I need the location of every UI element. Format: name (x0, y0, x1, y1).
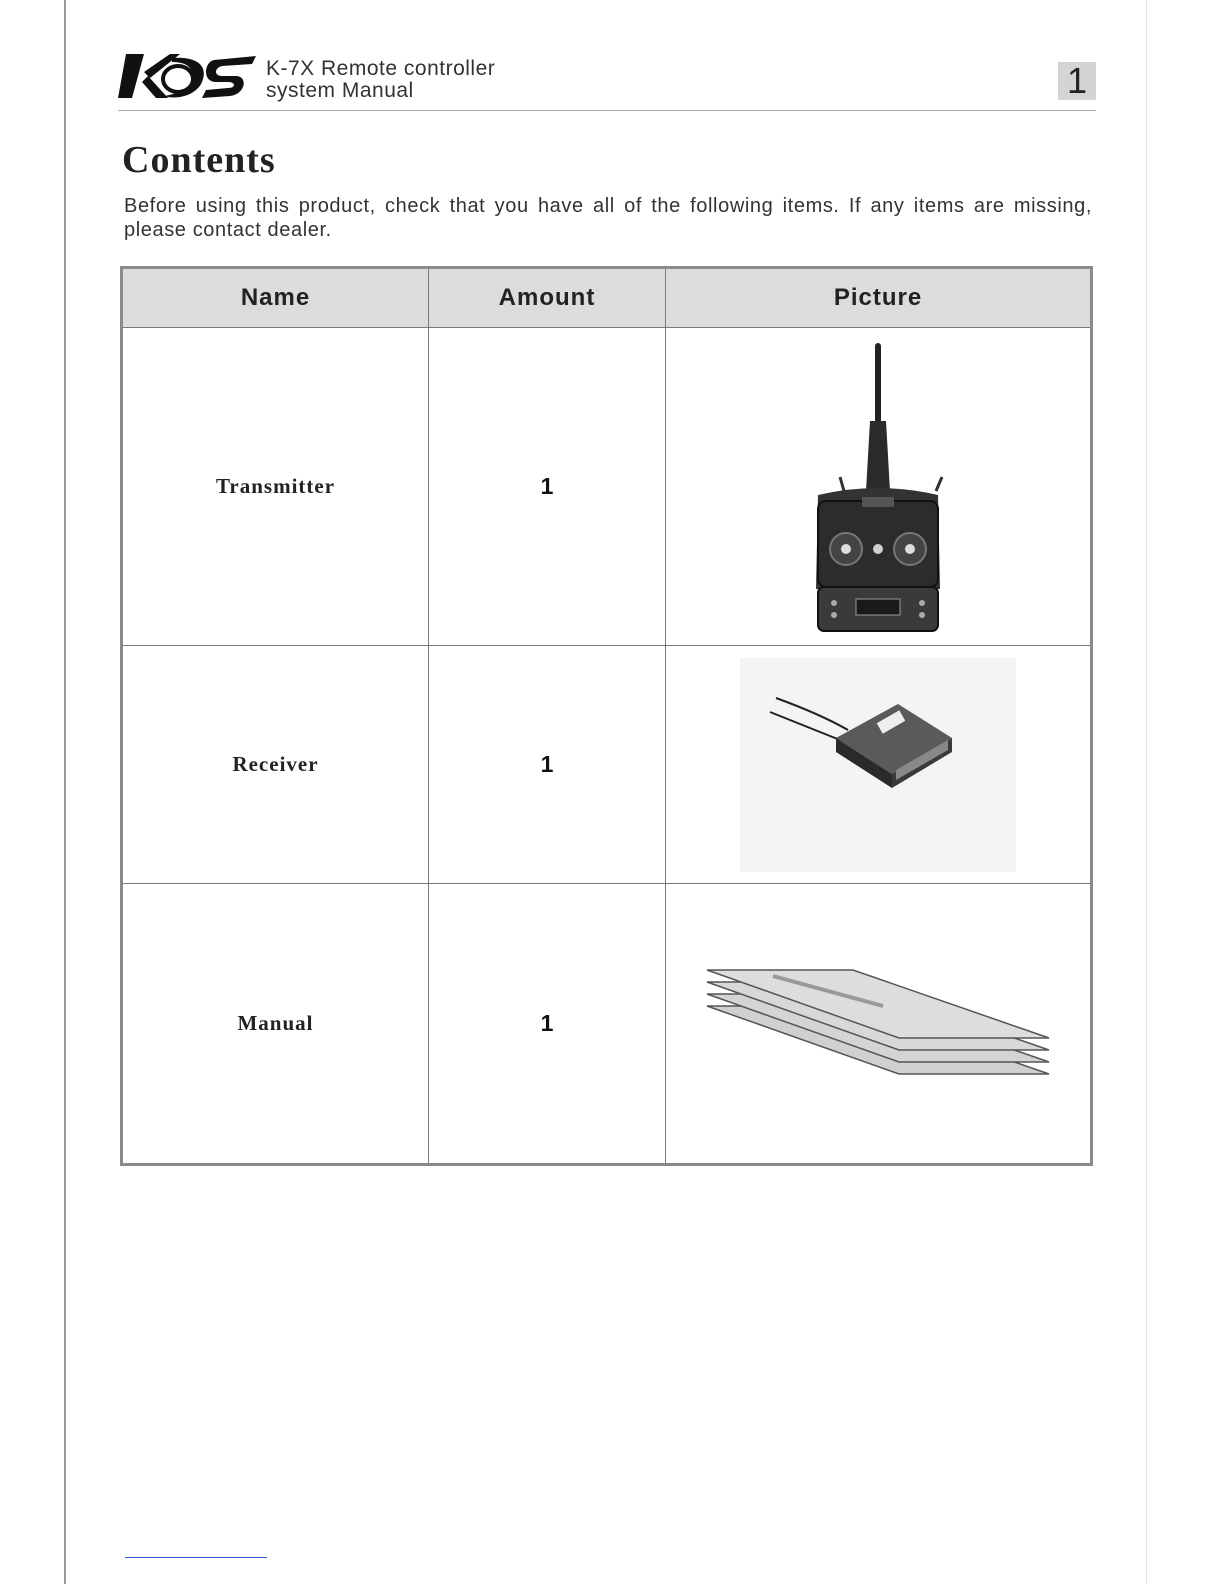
page-number: 1 (1058, 62, 1096, 100)
item-name: Receiver (122, 646, 429, 884)
item-picture-cell (666, 646, 1092, 884)
item-amount: 1 (429, 646, 666, 884)
contents-table (120, 266, 1093, 1166)
item-picture-cell (666, 884, 1092, 1165)
item-name: Transmitter (122, 328, 429, 646)
transmitter-image (788, 341, 968, 633)
intro-paragraph: Before using this product, check that you have all of the following items. If any items are missing, please contact dealer. (124, 195, 1092, 241)
page-edge-right (1146, 0, 1147, 1584)
table-header-row (122, 268, 1092, 328)
header-divider (118, 110, 1096, 111)
manual-image (703, 962, 1053, 1086)
kds-logo (118, 52, 256, 102)
header-title-line2: system Manual (266, 79, 414, 102)
header-title (266, 58, 495, 102)
item-amount: 1 (429, 328, 666, 646)
table-row (122, 328, 1092, 646)
item-amount: 1 (429, 884, 666, 1165)
page-header (118, 52, 1096, 110)
column-header-amount: Amount (429, 268, 666, 328)
table-row (122, 646, 1092, 884)
column-header-picture: Picture (666, 268, 1092, 328)
table-row (122, 884, 1092, 1165)
footnote-divider (125, 1557, 267, 1558)
item-name: Manual (122, 884, 429, 1165)
page-title: Contents (122, 139, 276, 181)
column-header-name: Name (122, 268, 429, 328)
page-edge-left (64, 0, 66, 1584)
receiver-image (740, 658, 1016, 872)
header-title-line1: K-7X Remote controller (266, 57, 496, 80)
item-picture-cell (666, 328, 1092, 646)
